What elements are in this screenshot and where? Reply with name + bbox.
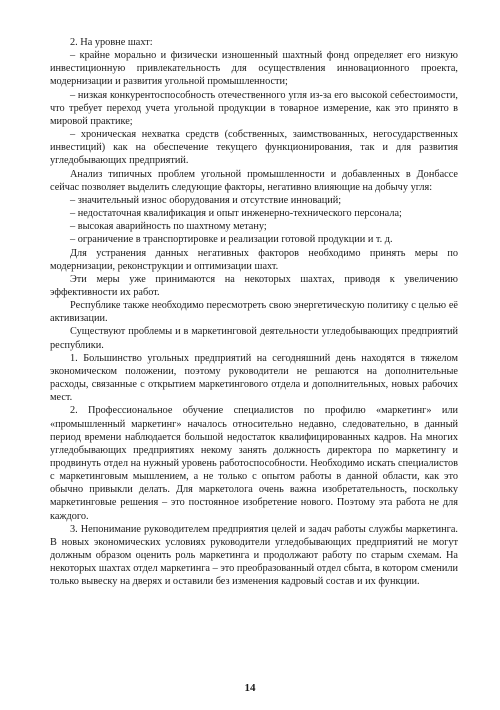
list-item: – ограничение в транспортировке и реализации готовой продукции и т. д. (70, 234, 393, 246)
document-body (50, 36, 458, 589)
paragraph: – низкая конкурентоспособность отечественного угля из-за его высокой себестоимости, что требует переход учета угольной продукции в товарное измерение, как это принято в мировой практике; (50, 89, 458, 127)
paragraph: Эти меры уже принимаются на некоторых шахтах, приводя к увеличению эффективности их работ. (50, 273, 458, 298)
paragraph: – хроническая нехватка средств (собственных, заимствованных, негосударственных инвестиций) как на обеспечение текущего функционирования, так и для развития угледобывающих предприятий. (50, 129, 458, 167)
paragraph: Для устранения данных негативных факторов необходимо принять меры по модернизации, реконструкции и оптимизации шахт. (50, 247, 458, 272)
list-item: – недостаточная квалификация и опыт инженерно-технического персонала; (70, 208, 402, 220)
paragraph: Республике также необходимо пересмотреть свою энергетическую политику с целью её активизации. (50, 300, 458, 325)
paragraph: – крайне морально и физически изношенный шахтный фонд определяет его низкую инвестиционную привлекательность для осуществления инновационного проекта, модернизации и развития угольной промышленности; (50, 50, 458, 88)
list-item: – значительный износ оборудования и отсутствие инноваций; (70, 194, 342, 206)
paragraph: 2. На уровне шахт: (70, 37, 153, 48)
paragraph: Анализ типичных проблем угольной промышленности и добавленных в Донбассе сейчас позволяет выделить следующие факторы, негативно влияющие на добычу угля: (50, 168, 458, 193)
paragraph: Существуют проблемы и в маркетинговой деятельности угледобывающих предприятий республики. (50, 326, 458, 351)
paragraph: 3. Непонимание руководителем предприятия целей и задач работы службы маркетинга. В новых экономических условиях руководители угледобывающих предприятий не могут должным образом оценить роль маркетинга и продолжают работу по старым схемам. На некоторых шахтах отдел маркетинга – это преобразованный отдел сбыта, в котором сменили только вывеску на дверях и оставили без изменения кадровый состав и их функции. (50, 523, 458, 588)
page-number: 14 (244, 682, 256, 694)
list-item: – высокая аварийность по шахтному метану; (70, 221, 267, 233)
paragraph: 2. Профессиональное обучение специалистов по профилю «маркетинг» или «промышленный маркетинг» началось относительно недавно, следовательно, в данный период времени наблюдается большой недостаток квалифицированных кадров. На многих угледобывающих предприятиях некому занять должность директора по маркетингу и продвинуть отдел на нужный уровень работоспособности. Необходимо искать специалистов с маркетинговым мышлением, а не только с опытом работы в данной области, как это обычно привыкли делать. Для маркетолога очень важна изобретательность, поскольку маркетинговые решения – это постоянное изобретение нового. Поэтому эта работа не для каждого. (50, 405, 458, 522)
paragraph: 1. Большинство угольных предприятий на сегодняшний день находятся в тяжелом экономическом положении, поэтому руководители не решаются на дополнительные расходы, связанные с открытием маркетингового отдела и дополнительных, новых рабочих мест. (50, 352, 458, 404)
